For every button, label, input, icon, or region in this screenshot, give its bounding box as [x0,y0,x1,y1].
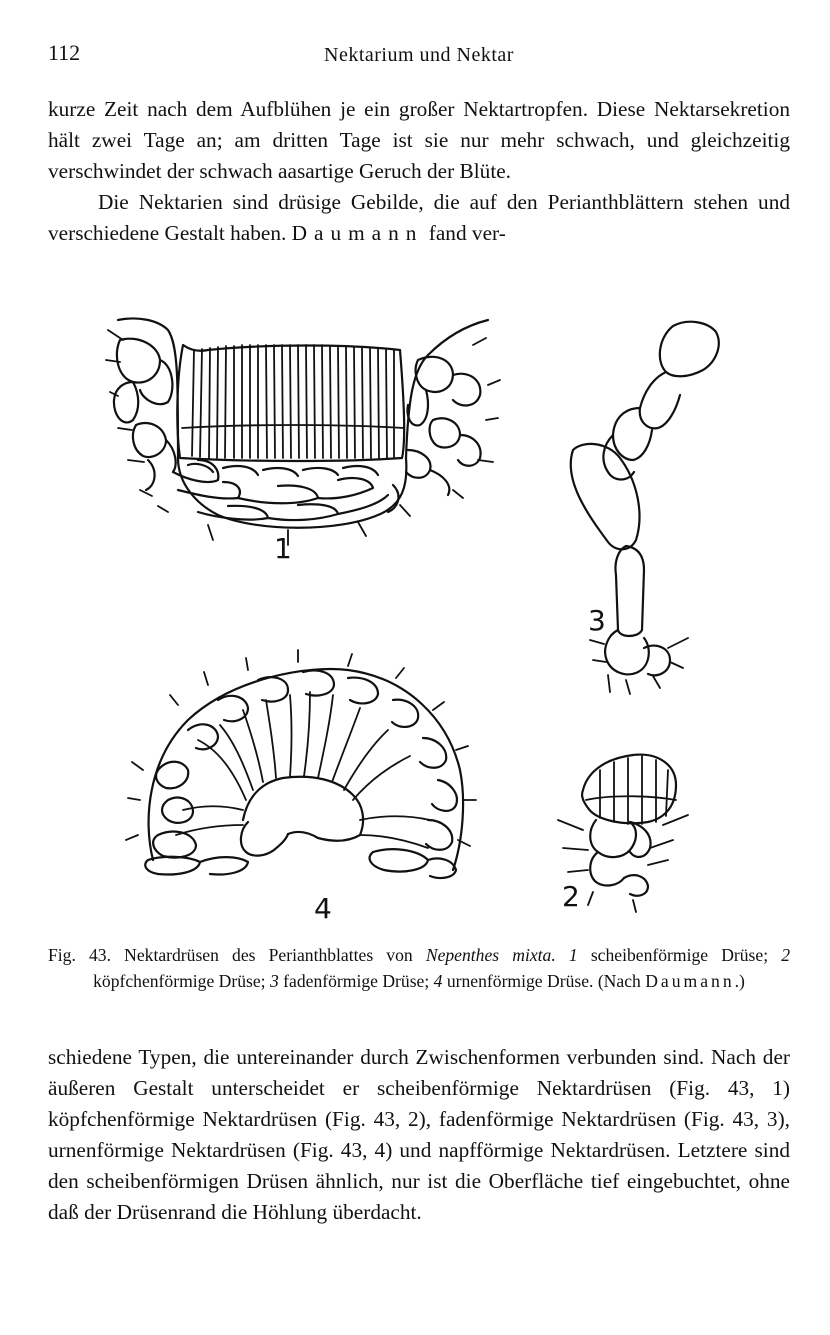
caption-num-1: 1 [568,945,578,965]
top-text [48,94,790,249]
caption-author: Daumann [645,971,735,991]
paragraph-2-start: Die Nektarien sind drüsige Gebilde, die auf den Perianthblättern stehen und verschiedene Gestalt haben. [48,190,790,245]
figure-label-3: 3 [588,604,606,637]
figure-43 [48,300,790,935]
caption-type-4: urnenförmige Drüse. (Nach [446,971,641,991]
gland-1-drawing [106,318,500,545]
caption-type-1: scheibenförmige Drüse; [590,945,769,965]
page-header [48,40,790,74]
paragraph-2-end: fand ver- [428,221,506,245]
figure-caption [48,942,790,994]
caption-num-4: 4 [433,971,443,991]
caption-type-3: fadenförmige Drüse; [283,971,430,991]
author-name: Daumann [291,221,424,245]
paragraph-2 [48,187,790,249]
figure-label-1: 1 [274,532,292,565]
gland-4-drawing [126,650,476,878]
caption-fig-ref: Fig. 43. [48,945,111,965]
figure-label-4: 4 [314,892,332,925]
paragraph-1: kurze Zeit nach dem Aufblühen je ein großer Nektartropfen. Diese Nektarsekretion hält zwei Tage an; am dritten Tage ist sie nur mehr schwach, und gleichzeitig verschwindet der schwach aasartige Geruch der Blüte. [48,97,790,183]
bottom-paragraph: schiedene Typen, die untereinander durch Zwischenformen verbunden sind. Nach der äußeren Gestalt unterscheidet er scheibenförmige Nektardrüsen (Fig. 43, 1) köpfchenförmige Nektardrüsen (Fig. 43, 2), fadenförmige Nektardrüsen (Fig. 43, 3), urnenförmige Nektardrüsen (Fig. 43, 4) und napfförmige Nektardrüsen. Letztere sind den scheibenförmigen Drüsen ähnlich, nur ist die Oberfläche tief eingebuchtet, ohne daß der Drüsenrand die Höhlung überdacht. [48,1045,790,1224]
caption-num-3: 3 [269,971,279,991]
gland-3-drawing [571,322,719,694]
caption-species: Nepenthes mixta. [425,945,556,965]
caption-num-2: 2 [781,945,791,965]
gland-illustration [48,300,790,935]
caption-type-2: köpfchenförmige Drüse; [93,971,266,991]
page-number: 112 [48,40,81,65]
caption-text-1: Nektardrüsen des Perianthblattes von [124,945,413,965]
running-title: Nektarium und Nektar [324,44,514,66]
caption-end: .) [734,971,745,991]
figure-label-2: 2 [562,880,580,913]
